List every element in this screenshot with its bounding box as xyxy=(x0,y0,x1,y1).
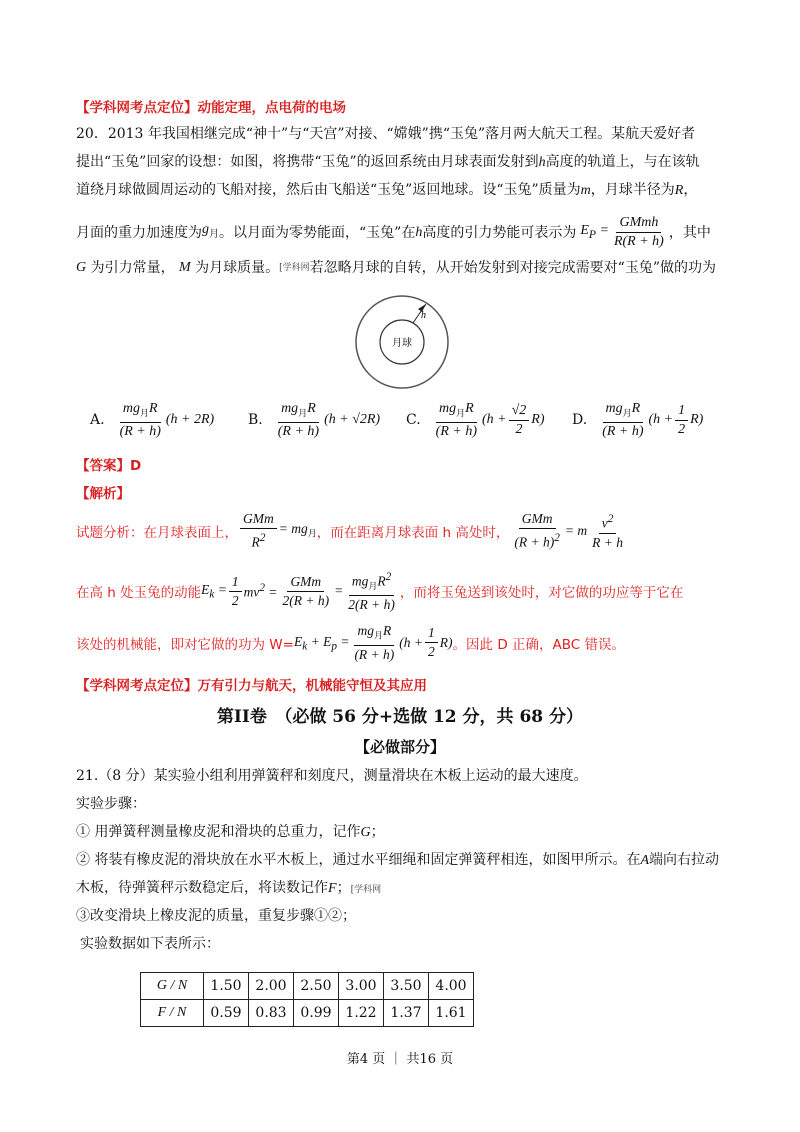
table-row xyxy=(141,1000,474,1027)
q20-line3-text-b: ，月球半径为 xyxy=(590,182,675,198)
analysis-line3-text-b: 。因此 D 正确，ABC 错误。 xyxy=(452,636,625,653)
analysis-line3-text: 该处的机械能，即对它做的功为 W= xyxy=(76,636,294,653)
var-M: M xyxy=(179,260,191,275)
data-table xyxy=(140,972,474,1027)
q20-line2 xyxy=(76,152,700,173)
q20-line2-text-b: 高度的轨道上，与在该轨 xyxy=(545,154,700,170)
formula-Ep: $E_P$ = xyxy=(580,222,609,241)
section-title: 第II卷 （必做 56 分+选做 12 分，共 68 分） xyxy=(216,707,584,727)
analysis-line2: 在高 h 处玉兔的动能 $E_k$ = $\frac{1}{2}$ $mv^2$ = $\frac{\text{GMm}}{2(R + h)}$ = $\frac{mg_月R^2}{2(R + h)}$ ，而将玉兔送到该处时，对它做的功应等于它在 xyxy=(76,568,683,614)
option-d: D. $\frac{mg_月R}{(R + h)}$ (h + $\frac{1}{2}$ R) xyxy=(572,401,704,439)
option-d-label: D. xyxy=(572,412,588,429)
analysis-line2-text: 在高 h 处玉兔的动能 xyxy=(76,585,202,602)
h-label: h xyxy=(421,310,426,321)
formula-Ep-frac: $\frac{\text{GMmh}}{R(R + h)}$ xyxy=(613,215,664,249)
watermark-mark-2: [学科网 xyxy=(350,885,382,895)
option-b: B. $\frac{mg_月R}{(R + h)}$ (h + √2R) xyxy=(248,401,381,439)
q20-line2-text: 提出“玉兔”回家的设想：如图，将携带“玉兔”的返回系统由月球表面发射到 xyxy=(76,154,539,170)
table-cell: 1.22 xyxy=(339,1000,384,1027)
q20-line4-text-d: ，其中 xyxy=(668,224,711,241)
q20-line4 xyxy=(76,214,711,251)
var-G-step: G xyxy=(360,825,371,840)
table-cell: 2.00 xyxy=(249,973,294,1000)
table-cell: 0.83 xyxy=(249,1000,294,1027)
q20-line3-text: 道绕月球做圆周运动的飞船对接，然后由飞船送“玉兔”返回地球。设“玉兔”质量为 xyxy=(76,182,581,198)
table-cell: 3.50 xyxy=(384,973,429,1000)
q21-steps-head: 实验步骤： xyxy=(76,796,146,812)
table-cell: 3.00 xyxy=(339,973,384,1000)
table-cell: 0.59 xyxy=(204,1000,249,1027)
q20-line5-text-b: 为月球质量。 xyxy=(195,260,280,276)
q20-line5-text-c: 若忽略月球的自转，从开始发射到对接完成需要对“玉兔”做的功为 xyxy=(309,260,716,276)
key-point-label-2: 【学科网考点定位】万有引力与航天，机械能守恒及其应用 xyxy=(76,678,427,694)
option-b-label: B. xyxy=(248,412,263,429)
q20-line3: 道绕月球做圆周运动的飞船对接，然后由飞船送“玉兔”返回地球。设“玉兔”质量为m，月球半径为R， xyxy=(76,182,698,198)
q20-line5 xyxy=(76,258,716,278)
q21-step1-text: ① 用弹簧秤测量橡皮泥和滑块的总重力，记作 xyxy=(76,824,361,840)
q21-step2-text: ② 将装有橡皮泥的滑块放在水平木板上，通过水平细绳和固定弹簧秤相连，如图甲所示。在 xyxy=(76,852,641,868)
q21-step1: ① 用弹簧秤测量橡皮泥和滑块的总重力，记作G； xyxy=(76,824,385,840)
table-header-G: G / N xyxy=(141,973,204,1000)
var-A: A xyxy=(640,853,650,868)
q20-line4-text: 月面的重力加速度为 xyxy=(76,224,202,241)
analysis-line1-text-b: ，而在距离月球表面 h 高处时， xyxy=(316,524,510,541)
answer-label: 【答案】D xyxy=(76,458,142,474)
table-header-F: F / N xyxy=(141,1000,204,1027)
var-F: F xyxy=(328,881,337,896)
option-a-label: A. xyxy=(90,412,105,429)
var-G: G xyxy=(76,260,87,275)
option-c-label: C. xyxy=(406,412,421,429)
option-a: A. $\frac{mg_月R}{(R + h)}$ (h + 2R) xyxy=(90,401,215,439)
table-cell: 1.37 xyxy=(384,1000,429,1027)
var-g-moon: $g_月$ xyxy=(202,222,219,240)
key-point-label: 【学科网考点定位】动能定理，点电荷的电场 xyxy=(76,100,346,116)
var-m: m xyxy=(580,183,591,198)
table-cell: 4.00 xyxy=(429,973,474,1000)
table-cell: 1.50 xyxy=(204,973,249,1000)
table-row xyxy=(141,973,474,1000)
analysis-line1-text: 试题分析：在月球表面上， xyxy=(76,524,238,541)
q21-step2-text-b: 端向右拉动 xyxy=(649,852,720,868)
q21-step3: ③改变滑块上橡皮泥的质量，重复步骤①②； xyxy=(76,908,356,924)
table-cell: 2.50 xyxy=(294,973,339,1000)
var-h: h xyxy=(538,155,546,170)
moon-orbit-figure xyxy=(352,292,452,392)
q21-step2-text-c: 木板，待弹簧秤示数稳定后，将读数记作 xyxy=(76,880,328,896)
moon-label: 月球 xyxy=(392,338,412,349)
table-cell: 0.99 xyxy=(294,1000,339,1027)
watermark-mark: [学科网 xyxy=(279,263,310,273)
q20-line1: 20．2013 年我国相继完成“神十”与“天宫”对接、“嫦娥”携“玉兔”落月两大航天工程。某航天爱好者 xyxy=(76,126,696,142)
q20-line5-text: 为引力常量， xyxy=(90,260,175,276)
analysis-label: 【解析】 xyxy=(76,486,130,502)
option-c: C. $\frac{mg_月R}{(R + h)}$ (h + $\frac{√2}{2}$ R) xyxy=(406,401,545,439)
q20-line4-text-c: 高度的引力势能可表示为 xyxy=(422,224,577,241)
q21-data-head: 实验数据如下表所示： xyxy=(80,936,220,952)
var-R: R xyxy=(674,183,684,198)
sub-title: 【必做部分】 xyxy=(354,738,445,756)
analysis-line3: 该处的机械能，即对它做的功为 W= $E_k + E_p$ = $\frac{mg_月R}{(R + h)}$ (h + $\frac{1}{2}$ R) 。因此 D 正确，ABC 错误。 xyxy=(76,623,625,662)
var-h2: h xyxy=(415,224,423,240)
analysis-line2-text-b: ，而将玉兔送到该处时，对它做的功应等于它在 xyxy=(399,585,684,602)
table-cell: 1.61 xyxy=(429,1000,474,1027)
page-footer: 第4 页 ｜ 共16 页 xyxy=(346,1052,454,1067)
q21-step2 xyxy=(76,850,719,871)
q21-line1: 21.（8 分）某实验小组利用弹簧秤和刻度尺，测量滑块在木板上运动的最大速度。 xyxy=(76,768,588,784)
q21-step2-cont: 木板，待弹簧秤示数稳定后，将读数记作F；[学科网 xyxy=(76,880,382,896)
q20-line4-text-b: 。以月面为零势能面，“玉兔”在 xyxy=(219,224,416,241)
analysis-line1: 试题分析：在月球表面上， $\frac{\text{GMm}}{R^2}$ = $mg_月$ ，而在距离月球表面 h 高处时， $\frac{\text{GMm}}{(R + h)^2}$ = m $\frac{v^2}{R + h}$ xyxy=(76,511,623,550)
